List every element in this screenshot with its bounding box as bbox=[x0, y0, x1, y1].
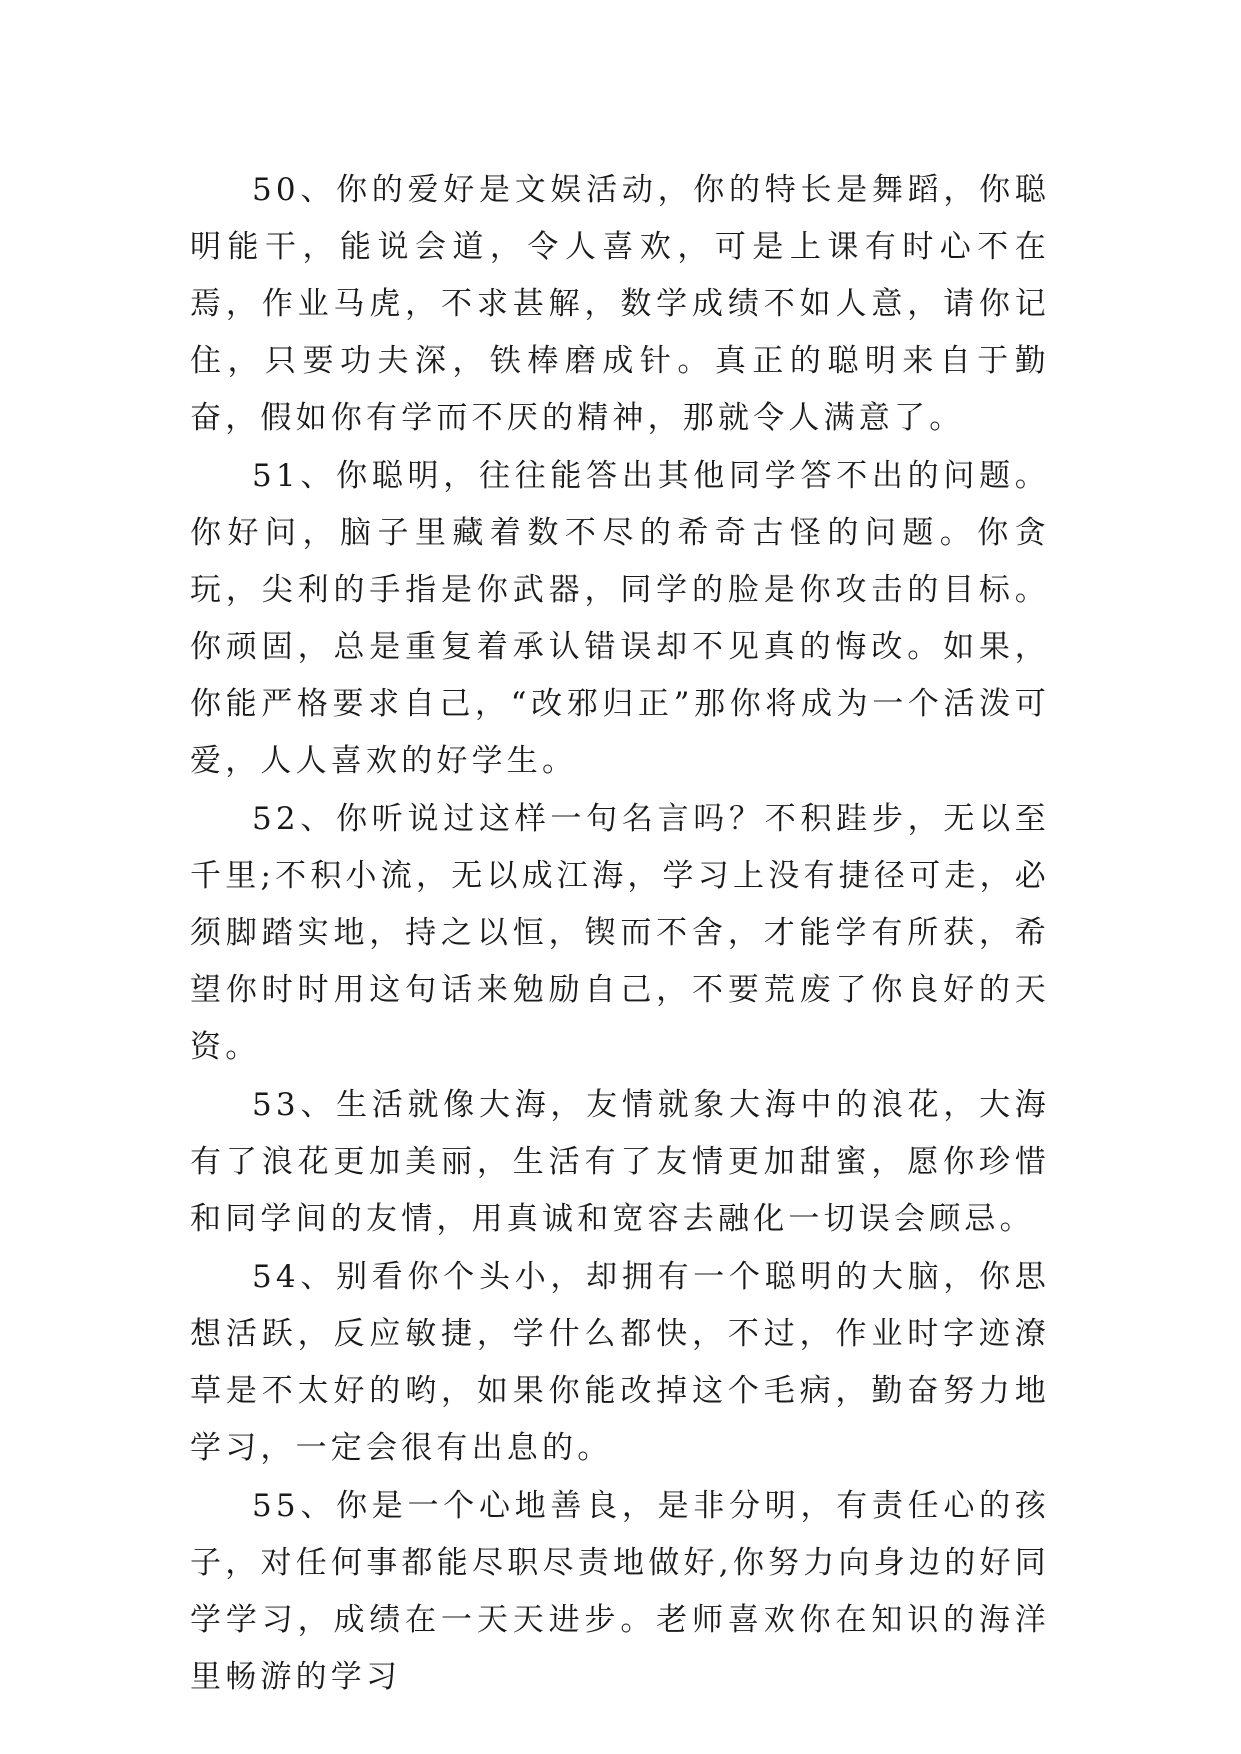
document-body bbox=[190, 162, 1050, 1707]
paragraph-50: 50、你的爱好是文娱活动，你的特长是舞蹈，你聪明能干，能说会道，令人喜欢，可是上课有时心不在焉，作业马虎，不求甚解，数学成绩不如人意，请你记住，只要功夫深，铁棒磨成针。真正的聪明来自于勤奋，假如你有学而不厌的精神，那就令人满意了。 bbox=[190, 172, 1050, 436]
paragraph-51: 51、你聪明，往往能答出其他同学答不出的问题。你好问，脑子里藏着数不尽的希奇古怪的问题。你贪玩，尖利的手指是你武器，同学的脸是你攻击的目标。你顽固，总是重复着承认错误却不见真的悔改。如果，你能严格要求自己，“改邪归正”那你将成为一个活泼可爱，人人喜欢的好学生。 bbox=[190, 458, 1050, 779]
paragraph-52: 52、你听说过这样一句名言吗？不积跬步，无以至千里;不积小流，无以成江海，学习上没有捷径可走，必须脚踏实地，持之以恒，锲而不舍，才能学有所获，希望你时时用这句话来勉励自己，不要荒废了你良好的天资。 bbox=[190, 801, 1050, 1065]
paragraph-53: 53、生活就像大海，友情就象大海中的浪花，大海有了浪花更加美丽，生活有了友情更加甜蜜，愿你珍惜和同学间的友情，用真诚和宽容去融化一切误会顾忌。 bbox=[190, 1087, 1050, 1237]
paragraph-55: 55、你是一个心地善良，是非分明，有责任心的孩子，对任何事都能尽职尽责地做好,你努力向身边的好同学学习，成绩在一天天进步。老师喜欢你在知识的海洋里畅游的学习 bbox=[190, 1488, 1050, 1695]
paragraph-54: 54、别看你个头小，却拥有一个聪明的大脑，你思想活跃，反应敏捷，学什么都快，不过，作业时字迹潦草是不太好的哟，如果你能改掉这个毛病，勤奋努力地学习，一定会很有出息的。 bbox=[190, 1259, 1050, 1466]
